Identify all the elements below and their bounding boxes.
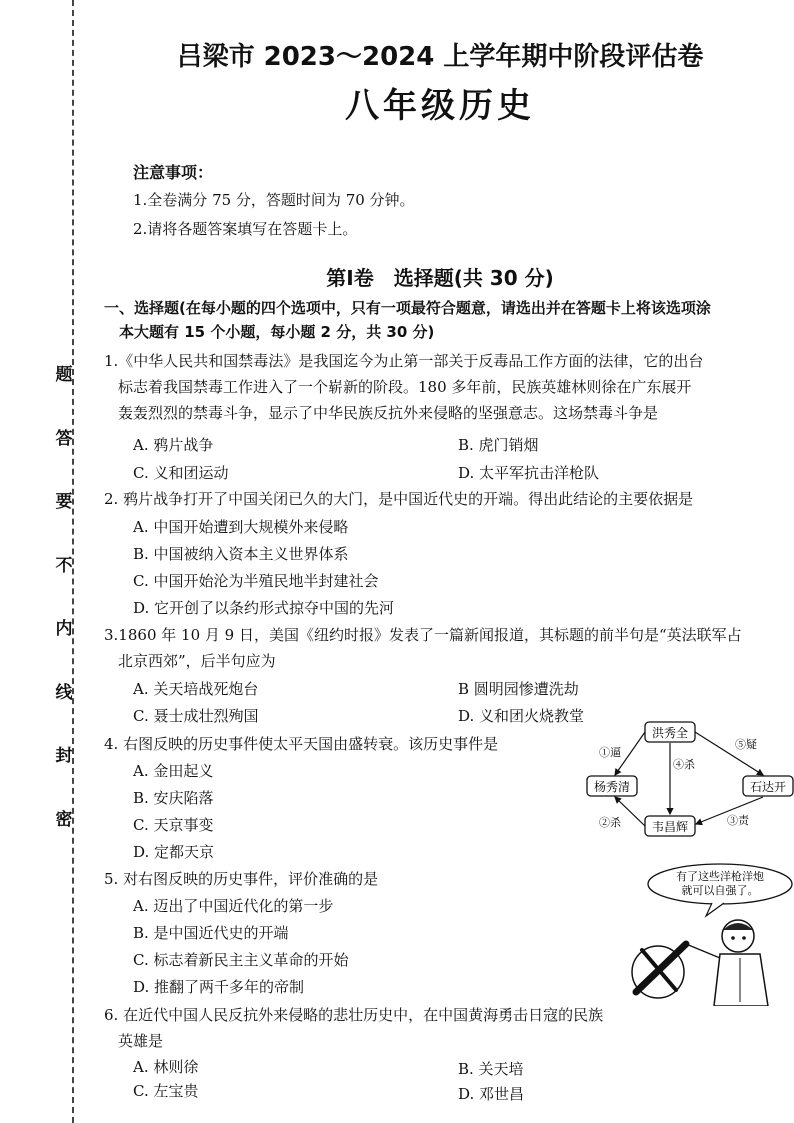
seal-char: 不 [55, 555, 73, 576]
instruction-line: 一、选择题(在每小题的四个选项中，只有一项最符合题意，请选出并在答题卡上将该选项涂 [104, 299, 711, 317]
option-c: C. 中国开始沦为半殖民地半封建社会 [133, 572, 379, 590]
speech-text: 有了这些洋枪洋炮 [676, 870, 764, 883]
option-a: A. 金田起义 [133, 762, 214, 780]
question-stem: 2. 鸦片战争打开了中国关闭已久的大门，是中国近代史的开端。得出此结论的主要依据是 [104, 490, 694, 508]
question-6 [104, 1002, 794, 1054]
question-1 [104, 348, 794, 426]
option-d: D. 邓世昌 [458, 1085, 525, 1103]
question-3 [104, 622, 794, 674]
question-stem: 轰轰烈烈的禁毒斗争，显示了中华民族反抗外来侵略的坚强意志。这场禁毒斗争是 [118, 404, 659, 422]
seal-char: 封 [55, 746, 73, 767]
option-d: D. 推翻了两千多年的帝制 [133, 978, 305, 996]
question-stem: 4. 右图反映的历史事件使太平天国由盛转衰。该历史事件是 [104, 735, 499, 753]
taiping-relationship-diagram [585, 718, 794, 838]
option-a: A. 中国开始遭到大规模外来侵略 [133, 518, 349, 536]
seal-char: 密 [55, 809, 73, 830]
option-a: A. 迈出了中国近代化的第一步 [133, 897, 334, 915]
option-d: D. 太平军抗击洋枪队 [458, 464, 600, 482]
question-stem: 5. 对右图反映的历史事件，评价准确的是 [104, 870, 379, 888]
question-stem: 6. 在近代中国人民反抗外来侵略的悲壮历史中，在中国黄海勇击日寇的民族 [104, 1006, 604, 1024]
diagram-node-hong: 洪秀全 [651, 726, 689, 740]
option-b: B. 安庆陷落 [133, 789, 214, 807]
exam-title: 吕梁市 2023～2024 上学年期中阶段评估卷 [176, 42, 704, 72]
notes-block [133, 160, 415, 247]
diagram-edge-label: ①逼 [599, 746, 621, 759]
diagram-edge-label: ⑤疑 [735, 738, 757, 751]
section-title: 第Ⅰ卷 选择题(共 30 分) [326, 266, 554, 290]
instruction-line: 本大题有 15 个小题，每小题 2 分，共 30 分) [119, 323, 435, 341]
notes-item: 2.请将各题答案填写在答题卡上。 [133, 220, 358, 238]
notes-item: 1.全卷满分 75 分，答题时间为 70 分钟。 [133, 191, 415, 209]
option-a: A. 鸦片战争 [133, 436, 214, 454]
diagram-edge-label: ②杀 [599, 816, 621, 829]
option-c: C. 标志着新民主主义革命的开始 [133, 951, 349, 969]
question-stem: 标志着我国禁毒工作进入了一个崭新的阶段。180 多年前，民族英雄林则徐在广东展开 [118, 378, 692, 396]
option-a: A. 关天培战死炮台 [133, 680, 259, 698]
seal-char: 答 [55, 428, 73, 449]
seal-char: 内 [55, 619, 73, 640]
speech-bubble-tail [706, 903, 724, 916]
seal-char: 线 [55, 682, 73, 703]
question-2 [104, 486, 794, 512]
question-stem: 3.1860 年 10 月 9 日，美国《纽约时报》发表了一篇新闻报道，其标题的前半句是“英法联军占 [104, 626, 742, 644]
option-a: A. 林则徐 [133, 1058, 199, 1076]
option-b: B. 是中国近代史的开端 [133, 924, 289, 942]
exam-subject: 八年级历史 [345, 86, 535, 126]
option-b: B. 中国被纳入资本主义世界体系 [133, 545, 349, 563]
speech-text: 就可以自强了。 [681, 884, 759, 897]
figure-robe [714, 954, 768, 1006]
question-stem: 北京西郊”，后半句应为 [118, 652, 276, 670]
option-d: D. 定都天京 [133, 843, 215, 861]
diagram-node-shi: 石达开 [749, 780, 787, 794]
question-stem: 1.《中华人民共和国禁毒法》是我国迄今为止第一部关于反毒品工作方面的法律，它的出台 [104, 352, 704, 370]
option-d: D. 它开创了以条约形式掠夺中国的先河 [133, 599, 395, 617]
option-c: C. 天京事变 [133, 816, 214, 834]
self-strengthening-cartoon [620, 862, 794, 1006]
diagram-edge-label: ④杀 [673, 758, 695, 771]
option-b: B. 关天培 [458, 1060, 524, 1078]
option-b: B. 虎门销烟 [458, 436, 539, 454]
option-c: C. 左宝贵 [133, 1082, 199, 1100]
question-stem: 英雄是 [118, 1032, 164, 1050]
diagram-edge-label: ③责 [727, 814, 749, 827]
option-d: D. 义和团火烧教堂 [458, 707, 585, 725]
section-instruction [104, 296, 794, 344]
option-c: C. 聂士成壮烈殉国 [133, 707, 259, 725]
seal-char: 要 [55, 492, 73, 513]
diagram-node-yang: 杨秀清 [593, 780, 631, 794]
notes-title: 注意事项： [133, 163, 214, 182]
option-c: C. 义和团运动 [133, 464, 229, 482]
option-b: B 圆明园惨遭洗劫 [458, 680, 579, 698]
seal-char: 题 [55, 365, 73, 385]
diagram-node-wei: 韦昌辉 [651, 820, 689, 834]
seal-text-column [52, 360, 76, 830]
